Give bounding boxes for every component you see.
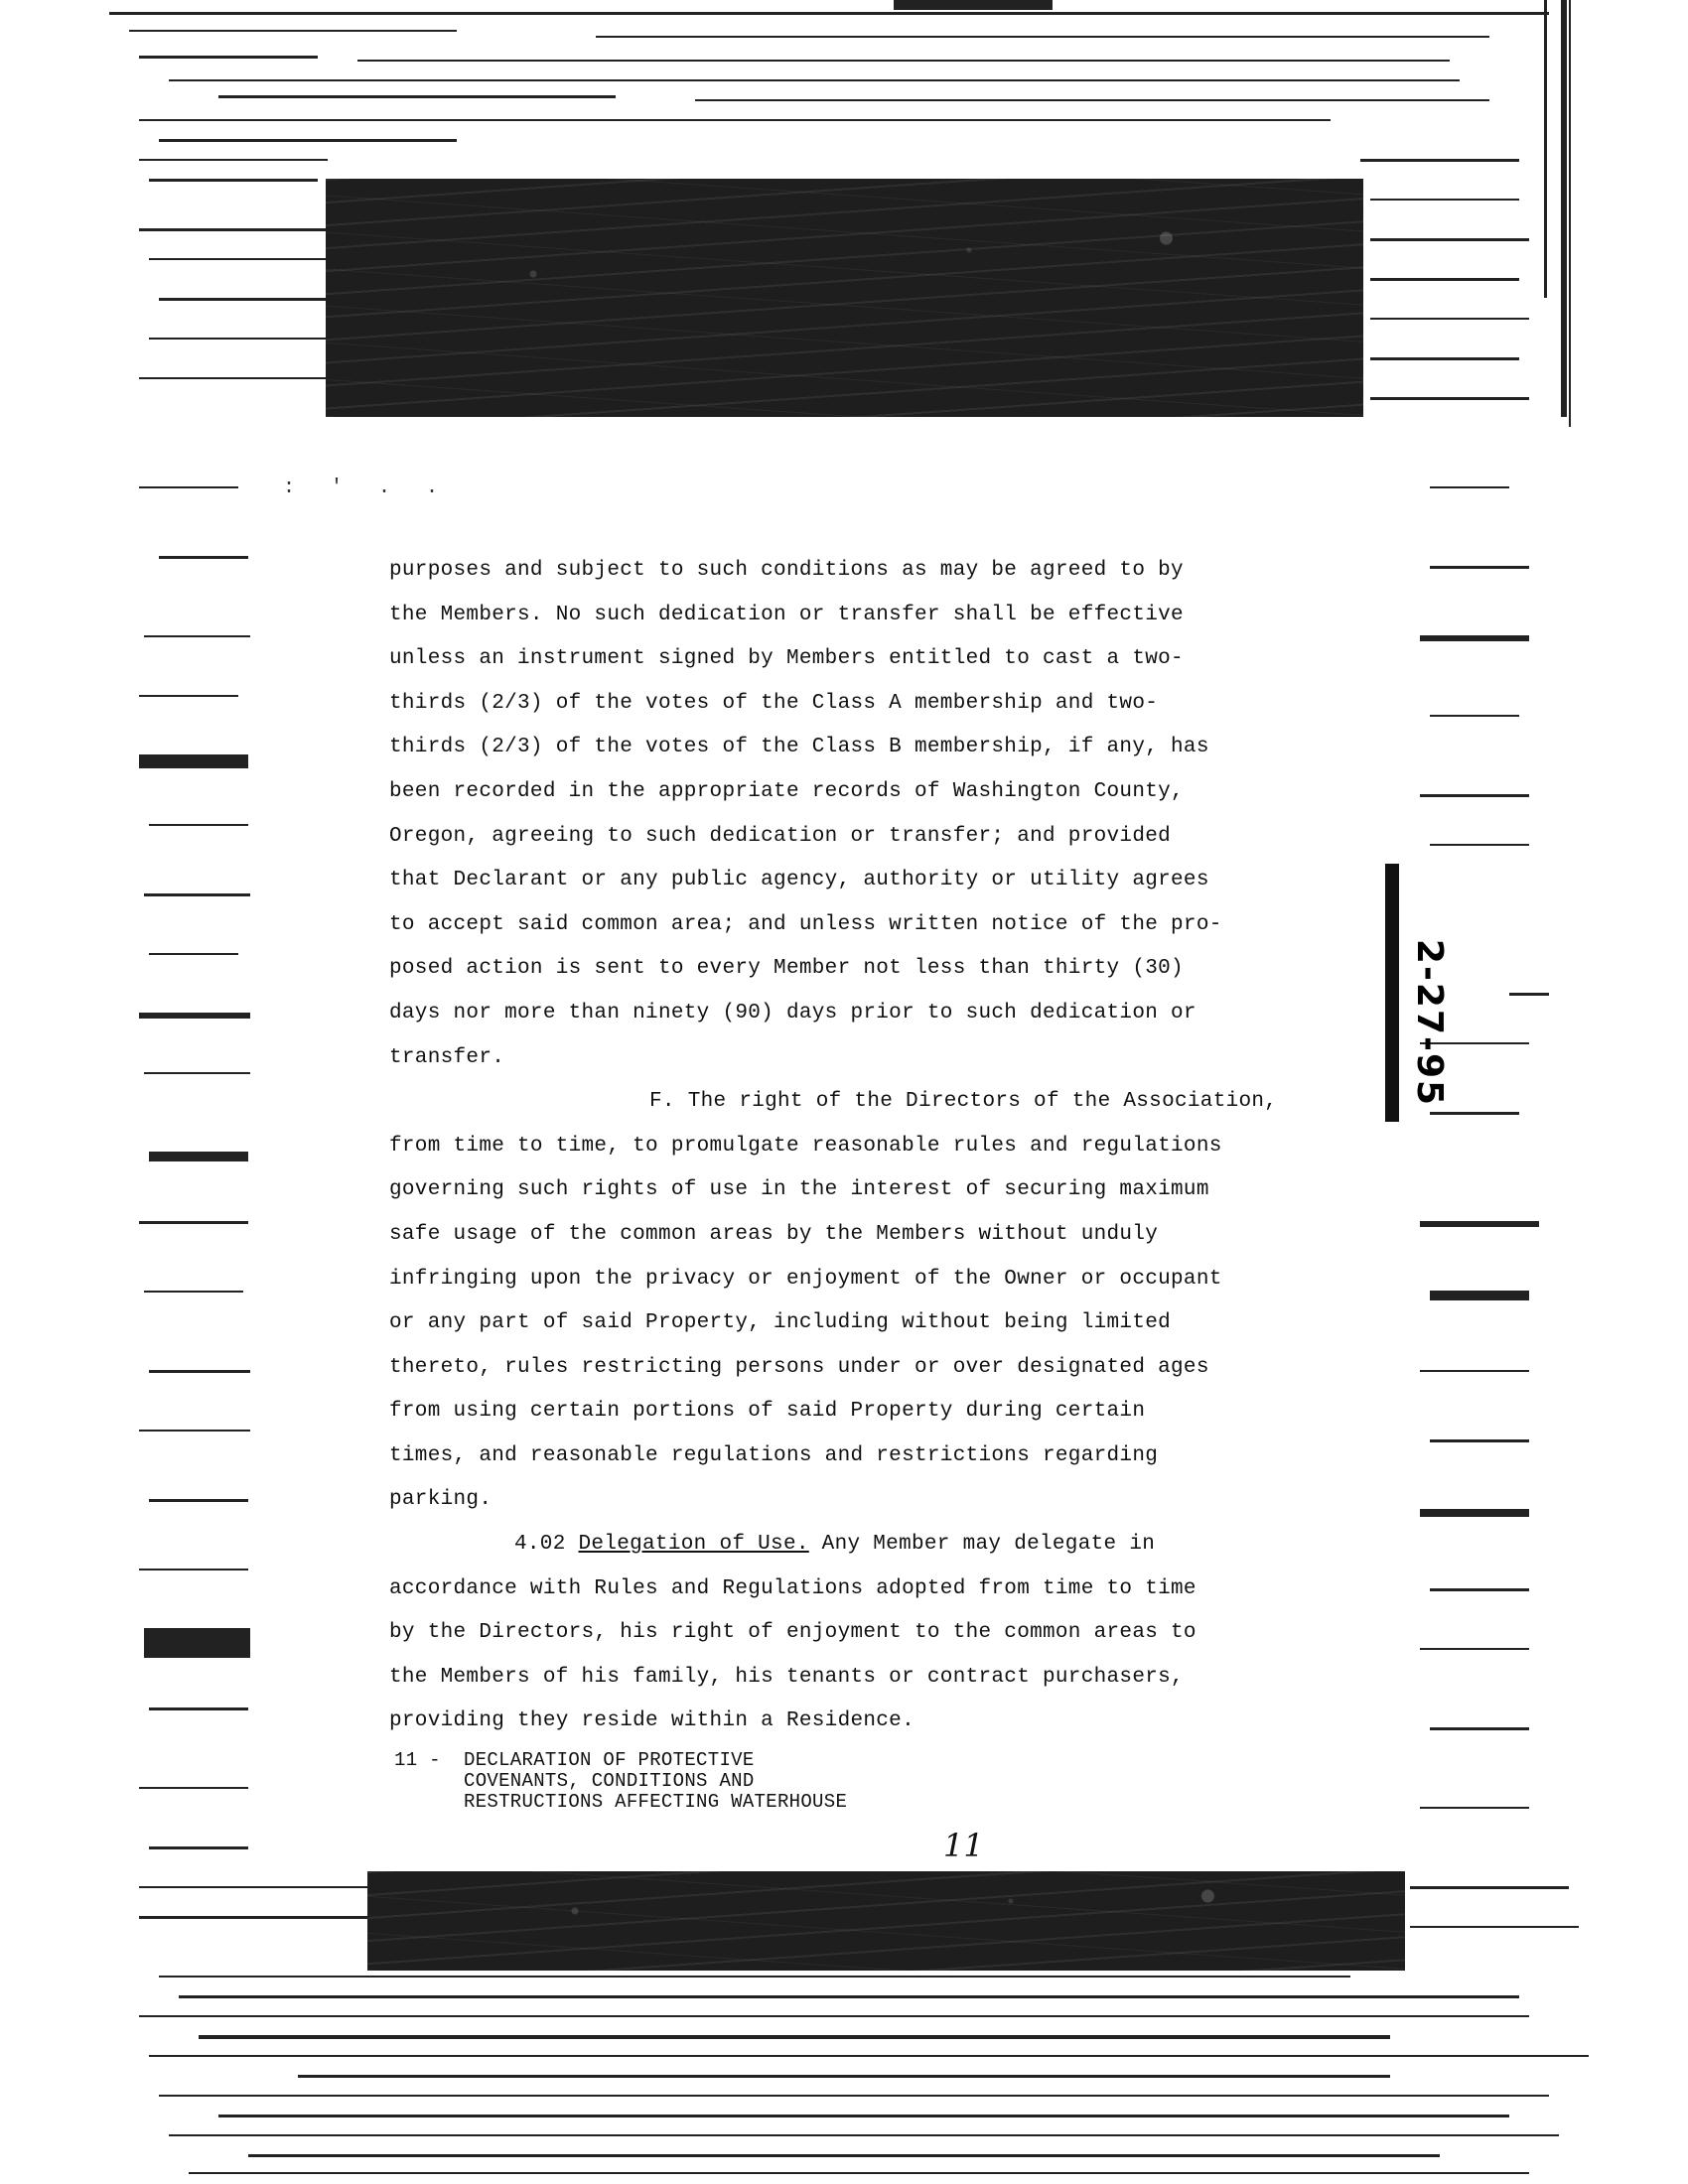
footer-page-number: 11 - <box>394 1749 441 1771</box>
section-4-02 <box>389 1523 1303 1744</box>
page-footer <box>394 1750 990 1813</box>
section-title: Delegation of Use. <box>578 1533 809 1557</box>
footer-line-2: COVENANTS, CONDITIONS AND <box>464 1770 755 1792</box>
footer-line-1: DECLARATION OF PROTECTIVE <box>464 1749 755 1771</box>
top-scan-band <box>326 179 1363 417</box>
margin-date-text: 2-27-95 <box>1409 938 1451 1107</box>
bottom-scan-band <box>367 1871 1405 1971</box>
handwritten-page-number: 11 <box>943 1827 984 1864</box>
footer-line-3: RESTRUCTIONS AFFECTING WATERHOUSE <box>464 1791 848 1813</box>
paragraph-dedication: purposes and subject to such conditions as may be agreed to by the Members. No such dedication or transfer shall be effective unless an instrument signed by Members entitled to cast a two- thirds (2/3) of the votes of the Class A membership and two- thirds (2/3) of the votes of the Class B membership, if any, has been recorded in the appropriate records of Washington County, Oregon, agreeing to such dedication or transfer; and provided that Declarant or any public agency, authority or utility agrees to accept said common area; and unless written notice of the pro- posed action is sent to every Member not less than thirty (30) days nor more than ninety (90) days prior to such dedication or transfer. <box>389 559 1222 1069</box>
margin-date-stamp <box>1395 903 1465 1142</box>
section-number: 4.02 <box>514 1533 566 1557</box>
top-margin-marks: : ' . . <box>283 477 451 499</box>
section-text: Any Member may delegate in accordance with Rules and Regulations adopted from time to time by the Directors, his right of enjoyment to the common areas to the Members of his family, his tenants or contract purchasers, providing they reside within a Residence. <box>389 1533 1196 1733</box>
document-body <box>389 549 1303 1744</box>
paragraph-f-directors-rights: F. The right of the Directors of the Association, from time to time, to promulgate reasonable rules and regulations governing such rights of use in the interest of securing maximum safe usage of the common areas by the Members without unduly infringing upon the privacy or enjoyment of the Owner or occupant or any part of said Property, including without being limited thereto, rules restricting persons under or over designated ages from using certain portions of said Property during certain times, and reasonable regulations and restrictions regarding parking. <box>389 1090 1278 1512</box>
